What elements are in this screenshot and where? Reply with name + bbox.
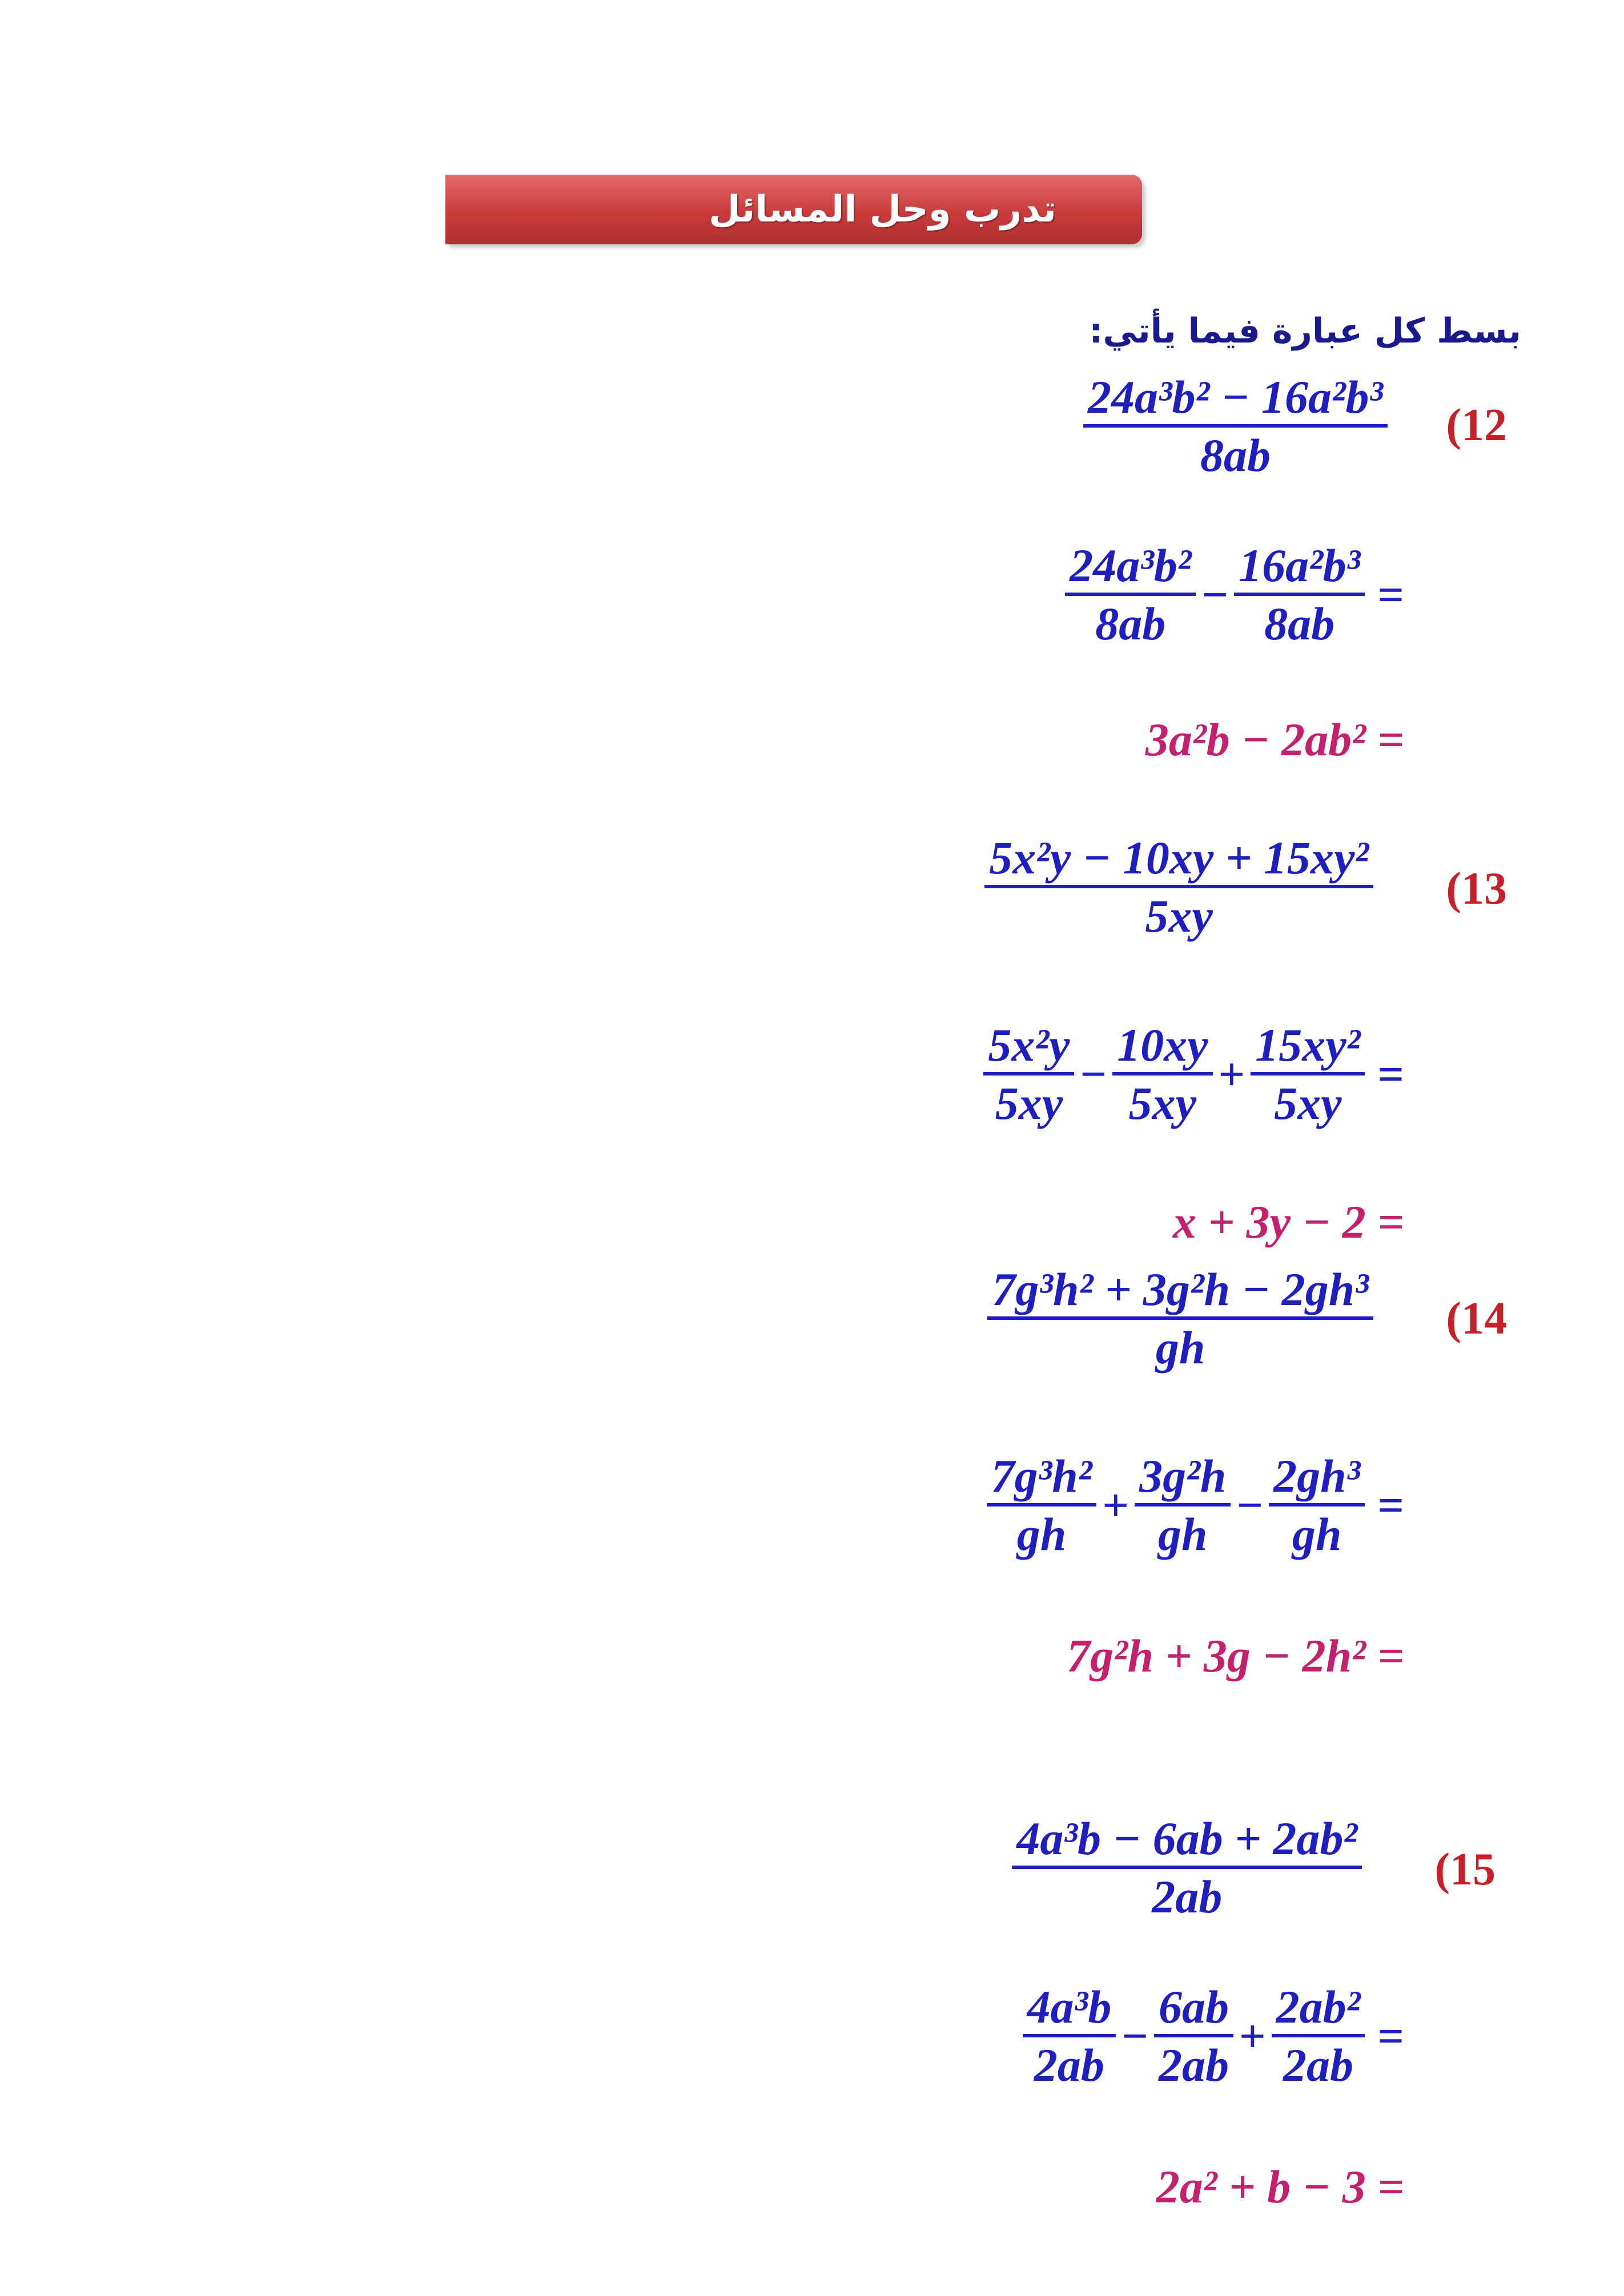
denominator: 2ab xyxy=(1283,2039,1353,2091)
denominator: 5xy xyxy=(995,1077,1063,1129)
operator: − xyxy=(1236,1479,1264,1531)
numerator: 2gh³ xyxy=(1273,1450,1361,1502)
numerator: 5x²y xyxy=(988,1019,1070,1071)
term-fraction xyxy=(1135,1450,1231,1560)
problem-13-result: x + 3y − 2 = xyxy=(1172,1196,1404,1248)
term-fraction xyxy=(1023,1981,1116,2091)
denominator: 2ab xyxy=(1034,2039,1104,2091)
equals-sign: = xyxy=(1377,1048,1404,1100)
numerator: 3g²h xyxy=(1139,1450,1227,1502)
problem-15-result: 2a² + b − 3 = xyxy=(1156,2161,1404,2213)
denominator: 5xy xyxy=(1145,890,1213,942)
problem-12-result: 3a²b − 2ab² = xyxy=(1145,714,1404,766)
problem-number-13: (13 xyxy=(1446,864,1507,914)
denominator: 8ab xyxy=(1264,598,1335,650)
operator: − xyxy=(1121,2010,1148,2062)
numerator: 6ab xyxy=(1158,1981,1229,2033)
given-fraction xyxy=(984,832,1373,942)
term-fraction xyxy=(1112,1019,1212,1129)
denominator: 5xy xyxy=(1274,1077,1342,1129)
term-fraction xyxy=(987,1450,1097,1560)
term-fraction xyxy=(1234,539,1365,650)
numerator: 24a³b² xyxy=(1070,539,1192,591)
numerator: 24a³b² − 16a²b³ xyxy=(1087,371,1383,423)
numerator: 4a³b − 6ab + 2ab² xyxy=(1016,1812,1357,1864)
problem-number-15: (15 xyxy=(1434,1844,1496,1895)
given-fraction xyxy=(1083,371,1388,481)
denominator: 2ab xyxy=(1152,1871,1223,1923)
term-fraction xyxy=(1272,1981,1365,2091)
given-fraction xyxy=(987,1263,1373,1373)
section-title: تدرب وحل المسائل xyxy=(709,188,1056,231)
term-fraction xyxy=(983,1019,1074,1129)
numerator: 7g³h² xyxy=(991,1450,1092,1502)
denominator: 8ab xyxy=(1200,429,1271,481)
numerator: 4a³b xyxy=(1027,1981,1112,2033)
numerator: 16a²b³ xyxy=(1239,539,1361,591)
operator: − xyxy=(1201,569,1229,621)
given-fraction xyxy=(1012,1812,1362,1923)
problem-14-given xyxy=(985,1263,1376,1373)
numerator: 2ab² xyxy=(1276,1981,1361,2033)
operator: + xyxy=(1239,2010,1266,2062)
problem-number-12: (12 xyxy=(1446,400,1507,450)
problem-14-result: 7g²h + 3g − 2h² = xyxy=(1066,1630,1404,1682)
operator: + xyxy=(1218,1048,1245,1100)
problem-13-split xyxy=(981,1019,1404,1129)
term-fraction xyxy=(1251,1019,1365,1129)
denominator: 2ab xyxy=(1158,2039,1229,2091)
denominator: gh xyxy=(1016,1508,1067,1560)
equals-sign: = xyxy=(1377,2010,1404,2062)
denominator: gh xyxy=(1155,1322,1205,1373)
denominator: 5xy xyxy=(1128,1077,1197,1129)
problem-15-given xyxy=(1010,1812,1364,1923)
term-fraction xyxy=(1269,1450,1365,1560)
numerator: 5x²y − 10xy + 15xy² xyxy=(989,832,1369,884)
denominator: gh xyxy=(1292,1508,1342,1560)
problem-15-split xyxy=(1020,1981,1404,2091)
numerator: 10xy xyxy=(1117,1019,1208,1071)
operator: − xyxy=(1080,1048,1107,1100)
numerator: 7g³h² + 3g²h − 2gh³ xyxy=(992,1263,1369,1315)
term-fraction xyxy=(1154,1981,1233,2091)
operator: + xyxy=(1102,1479,1129,1531)
problem-14-split xyxy=(984,1450,1404,1560)
problem-13-given xyxy=(982,832,1376,942)
denominator: gh xyxy=(1157,1508,1208,1560)
numerator: 15xy² xyxy=(1255,1019,1361,1071)
problem-12-split xyxy=(1063,539,1404,650)
problem-number-14: (14 xyxy=(1446,1294,1507,1344)
equals-sign: = xyxy=(1377,569,1404,621)
term-fraction xyxy=(1065,539,1196,650)
instruction-text: بسط كل عبارة فيما يأتي: xyxy=(1089,311,1521,351)
equals-sign: = xyxy=(1377,1479,1404,1531)
section-banner xyxy=(445,175,1142,244)
denominator: 8ab xyxy=(1095,598,1166,650)
problem-12-given xyxy=(1081,371,1390,481)
